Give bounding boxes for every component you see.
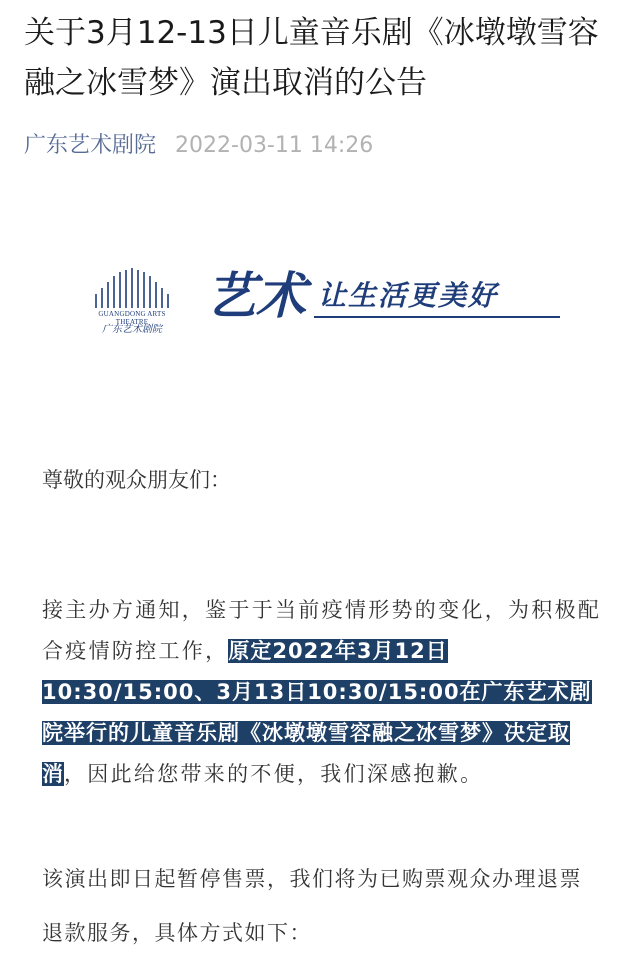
refund-paragraph: 该演出即日起暂停售票，我们将为已购票观众办理退票退款服务，具体方式如下： bbox=[42, 867, 582, 945]
article-meta bbox=[24, 128, 373, 164]
theatre-banner-image bbox=[82, 262, 562, 342]
logo-english-name: GUANGDONG ARTS THEATRE bbox=[98, 310, 166, 326]
account-name-link[interactable]: 广东艺术剧院 bbox=[24, 133, 157, 158]
notice-paragraph bbox=[42, 590, 602, 795]
paragraph-intro: 接主办方通知，鉴于于当前疫情形势的变化，为积极配合疫情防控工作， bbox=[42, 598, 602, 663]
logo-chinese-name: 广东艺术剧院 bbox=[102, 324, 162, 335]
slogan-underline bbox=[314, 316, 560, 318]
slogan-art: 艺术 bbox=[206, 266, 306, 325]
highlighted-cancellation: 原定2022年3月12日10:30/15:00、3月13日10:30/15:00在广东艺术剧院举行的儿童音乐剧《冰墩墩雪容融之冰雪梦》决定取消 bbox=[42, 639, 592, 786]
greeting: 尊敬的观众朋友们： bbox=[42, 468, 231, 492]
publish-date: 2022-03-11 14:26 bbox=[175, 133, 374, 158]
paragraph-apology: ，因此给您带来的不便，我们深感抱歉。 bbox=[64, 762, 484, 786]
slogan-tagline: 让生活更美好 bbox=[318, 279, 499, 312]
article-title: 关于3月12-13日儿童音乐剧《冰墩墩雪容融之冰雪梦》演出取消的公告 bbox=[24, 15, 599, 101]
